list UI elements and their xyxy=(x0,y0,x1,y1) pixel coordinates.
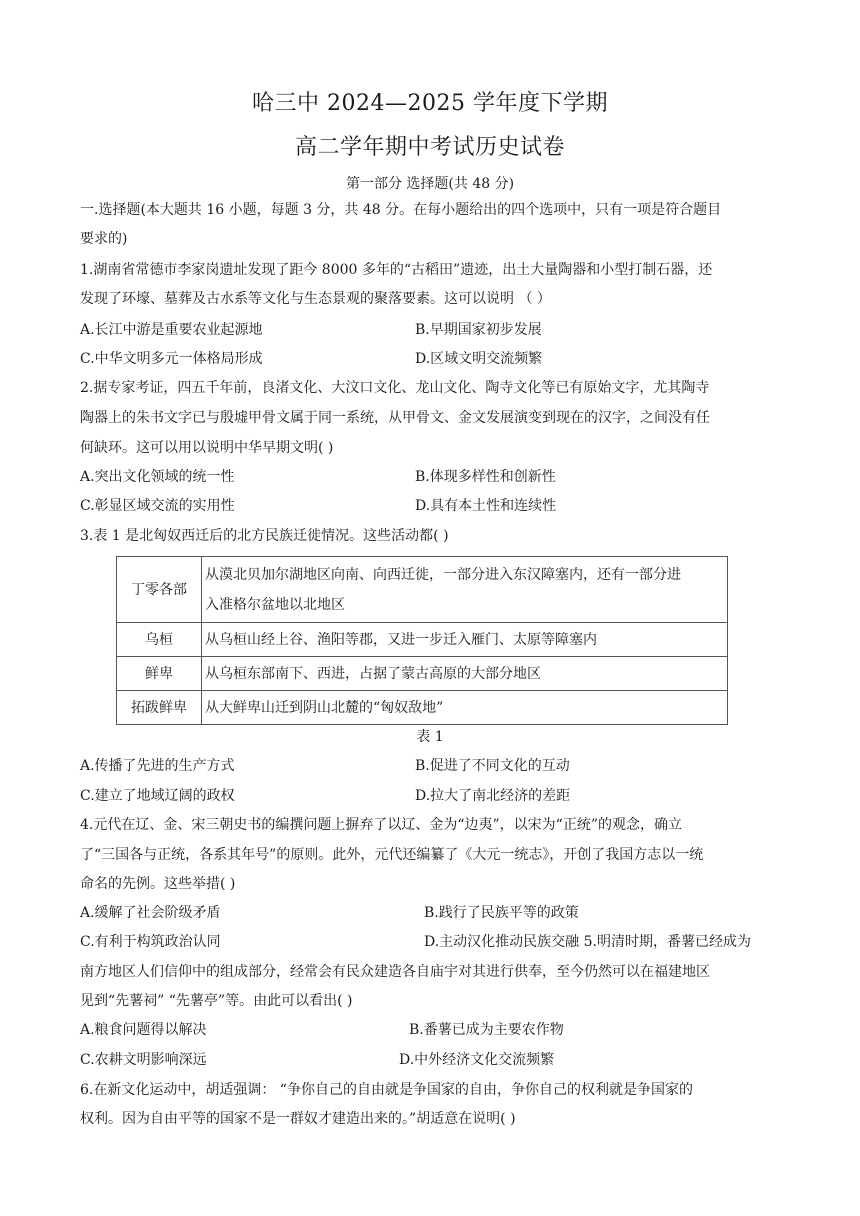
q6-stem-line: 6.在新文化运动中，胡适强调： “争你自己的自由就是争国家的自由，争你自己的权利就是争国家的 xyxy=(80,1082,693,1098)
table-cell-name: 丁零各部 xyxy=(117,557,202,623)
table-cell-desc xyxy=(202,623,728,657)
q4-option-d-and-q5-start: D.主动汉化推动民族交融 5.明清时期，番薯已经成为 xyxy=(424,934,751,950)
q6-stem-line: 权利。因为自由平等的国家不是一群奴才建造出来的。”胡适意在说明( ) xyxy=(80,1111,516,1127)
q3-stem-line: 3.表 1 是北匈奴西迁后的北方民族迁徙情况。这些活动都( ) xyxy=(80,528,449,544)
table-cell-name: 拓跋鲜卑 xyxy=(117,691,202,725)
q1-option-d: D.区域文明交流频繁 xyxy=(415,351,543,367)
q2-option-c: C.彰显区域交流的实用性 xyxy=(80,498,235,514)
table-cell-desc-line: 入准格尔盆地以北地区 xyxy=(205,596,345,613)
q4-option-b: B.践行了民族平等的政策 xyxy=(424,905,579,921)
table-cell-desc-line: 从大鲜卑山迁到阴山北麓的“匈奴敌地” xyxy=(205,699,444,716)
q1-option-a: A.长江中游是重要农业起源地 xyxy=(80,322,263,338)
q1-stem-line: 发现了环壕、墓葬及古水系等文化与生态景观的聚落要素。这可以说明 （ ） xyxy=(80,291,551,307)
q5-option-d: D.中外经济文化交流频繁 xyxy=(399,1052,555,1068)
instructions-line: 一.选择题(本大题共 16 小题，每题 3 分，共 48 分。在每小题给出的四个选项中，只有一项是符合题目 xyxy=(80,202,722,218)
q2-stem-line: 陶器上的朱书文字已与殷墟甲骨文属于同一系统，从甲骨文、金文发展演变到现在的汉字，之间没有任 xyxy=(80,410,710,426)
table-cell-desc xyxy=(202,557,728,623)
q2-stem-line: 2.据专家考证，四五千年前，良渚文化、大汶口文化、龙山文化、陶寺文化等已有原始文字，尤其陶寺 xyxy=(80,380,710,396)
table-cell-name: 鲜卑 xyxy=(117,657,202,691)
q5-stem-line: 南方地区人们信仰中的组成部分，经常会有民众建造各自庙宇对其进行供奉，至今仍然可以在福建地区 xyxy=(80,964,710,980)
part-heading: 第一部分 选择题(共 48 分) xyxy=(345,176,515,192)
q3-option-c: C.建立了地域辽阔的政权 xyxy=(80,788,235,804)
q1-stem-line: 1.湖南省常德市李家岗遗址发现了距今 8000 多年的“古稻田”遗迹，出土大量陶器和小型打制石器，还 xyxy=(80,262,713,278)
table-cell-desc xyxy=(202,657,728,691)
instructions-line: 要求的) xyxy=(80,231,128,247)
table-row xyxy=(117,557,728,623)
table-row xyxy=(117,691,728,725)
migration-table xyxy=(116,556,728,725)
q3-option-d: D.拉大了南北经济的差距 xyxy=(415,788,571,804)
q1-option-c: C.中华文明多元一体格局形成 xyxy=(80,351,263,367)
q5-option-b: B.番薯已成为主要农作物 xyxy=(409,1022,564,1038)
q4-stem-line: 命名的先例。这些举措( ) xyxy=(80,876,236,892)
q3-option-a: A.传播了先进的生产方式 xyxy=(80,758,235,774)
table-cell-desc xyxy=(202,691,728,725)
q3-option-b: B.促进了不同文化的互动 xyxy=(415,758,570,774)
q2-option-b: B.体现多样性和创新性 xyxy=(415,469,556,485)
q1-option-b: B.早期国家初步发展 xyxy=(415,322,542,338)
q4-option-a: A.缓解了社会阶级矛盾 xyxy=(80,905,221,921)
q5-option-c: C.农耕文明影响深远 xyxy=(80,1052,207,1068)
q4-stem-line: 4.元代在辽、金、宋三朝史书的编撰问题上摒弃了以辽、金为“边夷”，以宋为“正统”的观念，确立 xyxy=(80,817,682,833)
q2-option-a: A.突出文化领域的统一性 xyxy=(80,469,235,485)
table-cell-desc-line: 从漠北贝加尔湖地区向南、向西迁徙，一部分进入东汉障塞内，还有一部分进 xyxy=(205,566,681,583)
table-cell-desc-line: 从乌桓山经上谷、渔阳等郡，又进一步迁入雁门、太原等障塞内 xyxy=(205,631,597,648)
table-row xyxy=(117,657,728,691)
q4-stem-line: 了“三国各与正统，各系其年号”的原则。此外，元代还编纂了《大元一统志》，开创了我国方志以一统 xyxy=(80,847,704,863)
exam-title-line1: 哈三中 2024—2025 学年度下学期 xyxy=(252,91,608,116)
q5-option-a: A.粮食问题得以解决 xyxy=(80,1022,207,1038)
table-cell-desc-line: 从乌桓东部南下、西进，占据了蒙古高原的大部分地区 xyxy=(205,665,541,682)
table-caption: 表 1 xyxy=(416,729,444,745)
q2-stem-line: 何缺环。这可以用以说明中华早期文明( ) xyxy=(80,440,334,456)
table-cell-name: 乌桓 xyxy=(117,623,202,657)
q2-option-d: D.具有本土性和连续性 xyxy=(415,498,557,514)
q4-option-c: C.有利于构筑政治认同 xyxy=(80,934,221,950)
table-row xyxy=(117,623,728,657)
q5-stem-line: 见到“先薯祠” “先薯亭”等。由此可以看出( ) xyxy=(80,993,353,1009)
exam-title-line2: 高二学年期中考试历史试卷 xyxy=(294,135,565,160)
